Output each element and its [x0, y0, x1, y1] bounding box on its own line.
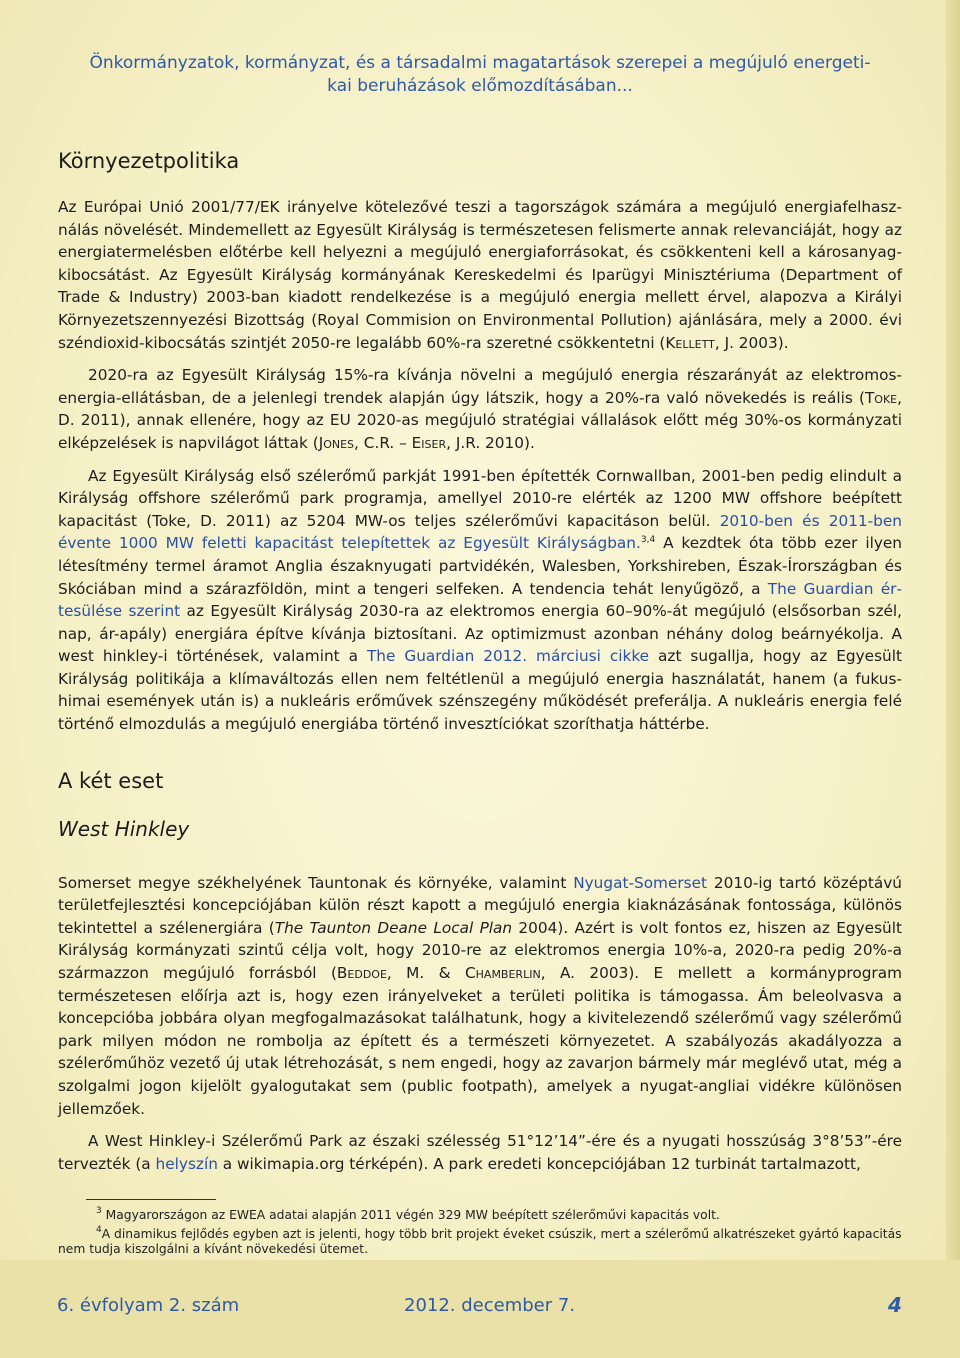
footnote-number: 4	[96, 1225, 102, 1235]
text-run: , D. 2011), annak ellenére, hogy az EU 2020-as megújuló stratégiai vállalások előtt még 30%-os kormányzati elképzelések is napvilágot láttak (	[58, 388, 902, 452]
text-run: A kezdtek óta több ezer ilyen létesítmény termel áramot Anglia északnyugati partvidékén, Walesben, Yorkshireben, Észak-Írországban és Skóciában mind a szárazföldön, mint a tengeri selfeken. A tendencia tehát lenyűgöző, a	[58, 534, 902, 598]
paragraph-1	[58, 196, 902, 354]
footnote-4	[58, 1227, 902, 1257]
text-run: Az Egyesült Királyság első szélerőmű parkját 1991-ben építették Cornwallban, 2001-ben pedig elindult a Királyság offshore szélerőmű park programja, amellyel 2010-re elérték az 1200 MW offshore beépített kapacitást (Toke, D. 2011) az 5204 MW-os teljes szélerőművi kapacitáson belül.	[58, 466, 902, 530]
paragraph-5	[58, 1130, 902, 1175]
section-title-ket-eset: A két eset	[58, 768, 164, 793]
link-guardian-report[interactable]: The Guardian értesülése szerint	[58, 579, 902, 621]
page-edge-shade	[946, 0, 960, 1358]
page-number: 4	[888, 1293, 902, 1317]
footer-volume: 6. évfolyam 2. szám	[57, 1295, 240, 1316]
text-run: , C.R. –	[354, 433, 412, 452]
text-run: 2020-ra az Egyesült Királyság 15%-ra kívánja növelni a megújuló energia részarányát az elektromosenergia-ellátásban, de a jelenlegi trendek alapján úgy látszik, hogy a 20%-ra való növekedés is reális (	[58, 366, 902, 407]
article-body	[58, 148, 902, 1185]
text-run: Az Európai Unió 2001/77/EK irányelve kötelezővé teszi a tagországok számára a megújuló energiafelhasználás növelését. Mindemellett az Egyesült Királyság is természetesen felismerte annak relevanciáját, hogy az energiatermelésben előtérbe kell helyezni a megújuló energiaforrásokat, és csökkenteni kell a károsanyag-kibocsátást. Az Egyesült Királyság kormányának Kereskedelmi és Iparügyi Minisztériuma (Department of Trade & Industry) 2003-ban kiadott rendelkezése is a megújuló energia mellett érvel, alapozva a Királyi Környezetszennyezési Bizottság (Royal Commision on Environmental Pollution) ajánlására, mely a 2000. évi széndioxid-kibocsátás szintjét 2050-re legalább 60%-ra szeretné csökkentetni (	[58, 198, 902, 352]
text-run: 2010-ig tartó középtávú területfejlesztési koncepciójában külön részt kapott a megújuló energia kiaknázásának fontossága, különös tekintettel a szélenergiára (	[58, 873, 902, 937]
footnotes	[58, 1208, 902, 1261]
running-header	[60, 52, 900, 98]
text-run: A West Hinkley-i Szélerőmű Park az északi szélesség 51°12’14”-ére és a nyugati hosszúság 3°8’53”-ére tervezték (a	[58, 1132, 902, 1173]
author-name: Kellett	[665, 333, 715, 352]
link-nyugat-somerset[interactable]: Nyugat-Somerset	[573, 873, 708, 892]
footnote-text: Magyarországon az EWEA adatai alapján 2011 végén 329 MW beépített szélerőművi kapacitás volt.	[101, 1208, 720, 1222]
footer-date: 2012. december 7.	[404, 1295, 576, 1316]
author-name: Toke	[864, 388, 898, 407]
text-run: , J.R. 2010).	[446, 433, 535, 452]
plan-title: The Taunton Deane Local Plan	[274, 918, 513, 937]
text-run: az Egyesült Királyság 2030-ra az elektromos energia 60–90%-át megújuló (elsősorban szél, nap, ár-apály) energiára építve kívánja biztosítani. Az optimizmust azonban néhány dolog beárnyékolja. A west hinkley-i történések, valamint a	[58, 602, 902, 666]
paragraph-3	[58, 465, 902, 736]
footnote-3	[58, 1208, 902, 1223]
author-name: Chamberlin	[464, 964, 541, 983]
text-run: , M. &	[386, 964, 465, 983]
text-run: a wikimapia.org térképén). A park eredeti koncepciójában 12 turbinát tartalmazott,	[217, 1154, 861, 1173]
footnote-ref-3-4: 3,4	[640, 535, 656, 546]
author-name: Jones	[318, 433, 355, 452]
text-run: Somerset megye székhelyének Tauntonak és környéke, valamint	[58, 873, 574, 892]
link-guardian-march-2012[interactable]: The Guardian 2012. márciusi cikke	[366, 647, 650, 666]
header-line-2: kai beruházások előmozdításában...	[327, 76, 633, 96]
text-run: azt sugallja, hogy az Egyesült Királyság politikája a klímaváltozás ellen nem feltétlenül a megújuló energia használatát, hanem (a fukushimai események után is) a nukleáris erőművek szénszegény működését preferálja. A nukleáris energia felé történő elmozdulás a megújuló energiába történő invesztíciókat szoríthatja háttérbe.	[58, 647, 902, 734]
footnote-text: A dinamikus fejlődés egyben azt is jelenti, hogy több brit projekt éveket csúszik, mert a szélerőmű alkatrészeket gyártó kapacitás nem tudja kiszolgálni a kívánt növekedési ütemet.	[58, 1227, 902, 1256]
text-run: , A. 2003). E mellett a kormányprogram természetesen előírja azt is, hogy ezen irányelveket a területi politika is támogassa. Ám beleolvasva a koncepcióba jobbára olyan megfogalmazásokat találhatunk, hogy a kivitelezendő szélerőmű vagy szélerőmű park milyen módon ne rombolja az épített és a természeti környezetet. A szabályozás akadályozza a szélerőműhöz vezető új utak létrehozását, s nem engedi, hogy az zavarjon bármely már meglévő utat, még a szolgalmi jogon kijelölt gyalogutakat sem (public footpath), amelyek a nyugat-angliai vidékre különösen jellemzőek.	[58, 964, 902, 1118]
paragraph-4	[58, 872, 902, 1121]
link-helyszin[interactable]: helyszín	[155, 1154, 218, 1173]
paragraph-2	[58, 364, 902, 454]
header-line-1: Önkormányzatok, kormányzat, és a társadalmi magatartások szerepei a megújuló energeti-	[89, 53, 871, 73]
text-run: 2004). Azért is volt fontos ez, hiszen az Egyesült Királyság kormányzati szintű célja volt, hogy 2010-re az elektromos energia 10%-a, 2020-ra pedig 20%-a származzon megújuló forrásból (	[58, 918, 902, 983]
section-title-kornyezetpolitika: Környezetpolitika	[58, 149, 240, 173]
footnote-number: 3	[96, 1206, 102, 1216]
footnote-separator	[86, 1199, 216, 1200]
section-spacer	[58, 746, 902, 768]
subsection-title-west-hinkley: West Hinkley	[58, 816, 190, 841]
text-run: , J. 2003).	[714, 333, 789, 352]
author-name: Eiser	[411, 433, 447, 452]
author-name: Beddoe	[336, 964, 387, 983]
link-capacity-2010-2011[interactable]: 2010-ben és 2011-ben évente 1000 MW feletti kapacitást telepítettek az Egyesült Királyságban.	[58, 511, 902, 553]
